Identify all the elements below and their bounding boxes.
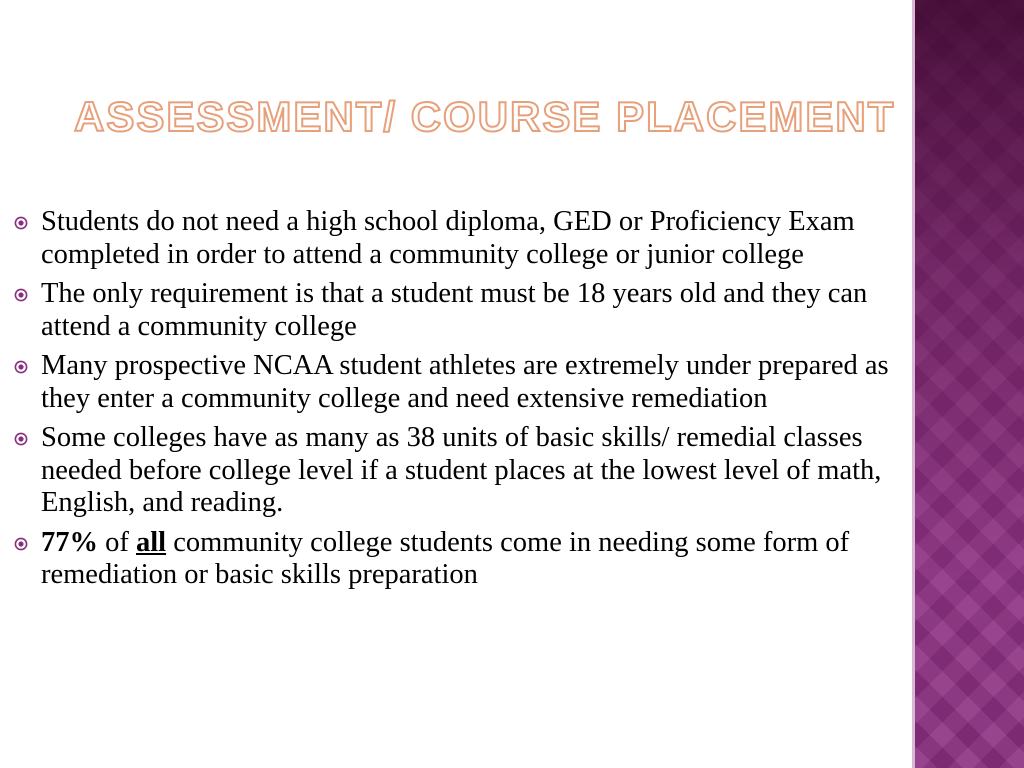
circled-dot-bullet-icon <box>14 432 28 446</box>
bullet-item-1 <box>14 206 904 271</box>
side-band-edge <box>912 0 915 768</box>
bullet-of: of <box>105 526 129 558</box>
bullet-item-5 <box>14 527 904 592</box>
bullet-emphasis: all <box>136 526 167 558</box>
bullet-text-2: The only requirement is that a student must be 18 years old and they can attend a community college <box>41 278 868 342</box>
bullet-list <box>14 206 904 599</box>
circled-dot-bullet-icon <box>14 537 28 551</box>
slide-title: ASSESSMENT/ COURSE PLACEMENT <box>74 93 896 140</box>
bullet-item-2 <box>14 278 904 343</box>
decorative-side-band <box>912 0 1024 768</box>
bullet-item-4 <box>14 422 904 520</box>
bullet-text-1: Students do not need a high school diploma, GED or Proficiency Exam completed in order to attend a community college or junior college <box>41 206 855 270</box>
bullet-text-5: community college students come in needing some form of remediation or basic skills preparation <box>41 526 850 590</box>
circled-dot-bullet-icon <box>14 288 28 302</box>
bullet-item-3 <box>14 350 904 415</box>
circled-dot-bullet-icon <box>14 216 28 230</box>
circled-dot-bullet-icon <box>14 360 28 374</box>
bullet-stat: 77% <box>41 526 98 558</box>
bullet-text-3: Many prospective NCAA student athletes are extremely under prepared as they enter a community college and need extensive remediation <box>41 350 889 414</box>
bullet-text-4: Some colleges have as many as 38 units of basic skills/ remedial classes needed before college level if a student places at the lowest level of math, English, and reading. <box>41 422 882 518</box>
